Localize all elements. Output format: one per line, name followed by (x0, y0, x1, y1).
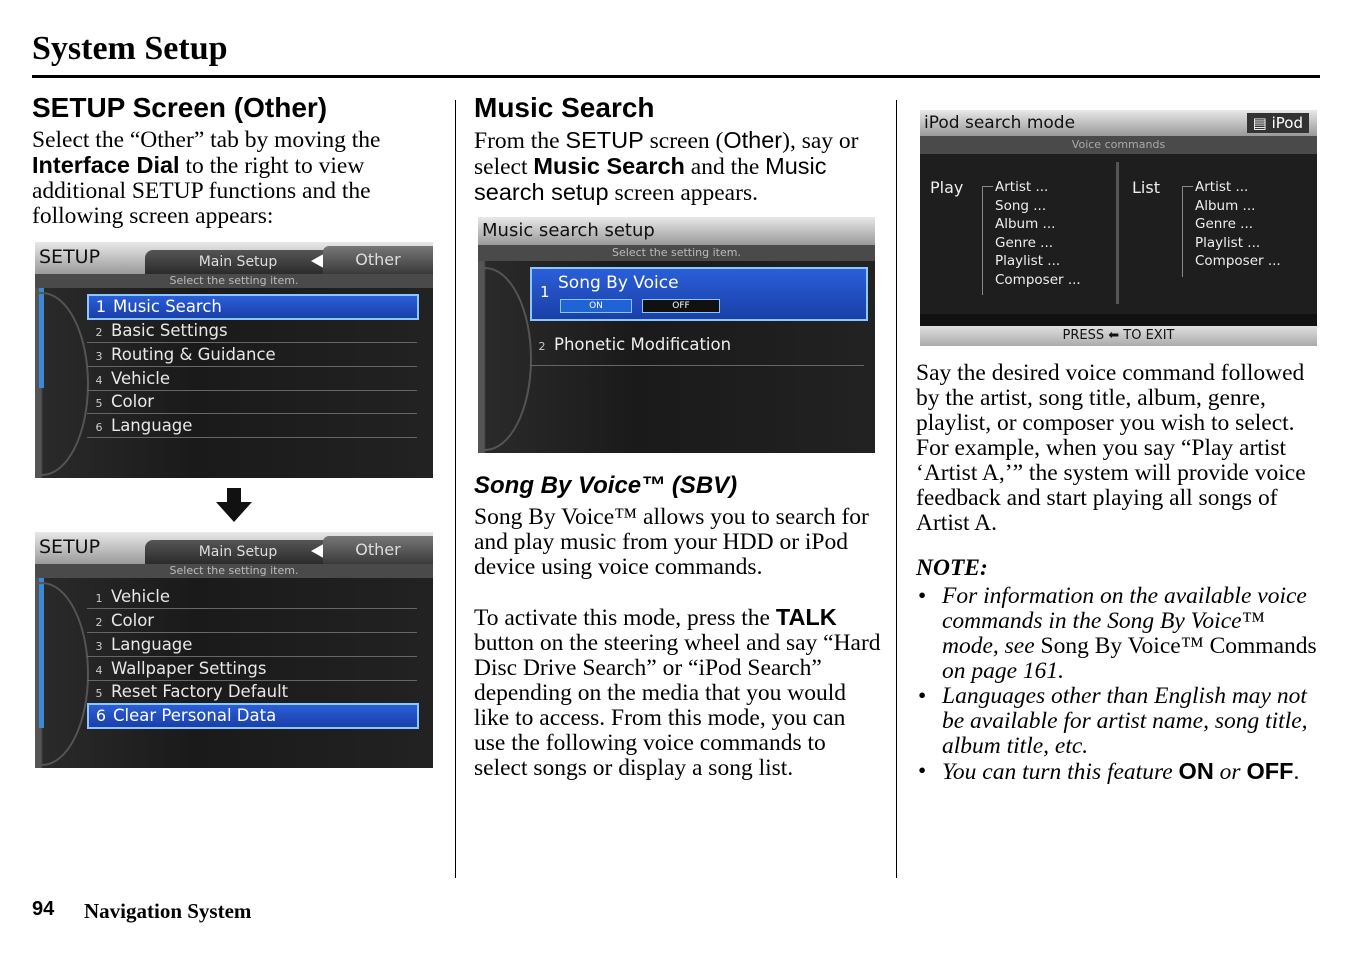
menu-item[interactable]: 2 Color (87, 610, 417, 633)
sbv-paragraph-1: Song By Voice™ allows you to search for and play music from your HDD or iPod device using voice commands. (474, 504, 869, 580)
arrow-down-icon (216, 488, 252, 522)
tab-other[interactable]: Other (323, 536, 433, 564)
ipod-badge: ▤ iPod (1247, 113, 1309, 133)
title-rule (32, 75, 1320, 78)
screen-title: iPod search mode (920, 110, 1317, 136)
column-divider-left (455, 100, 456, 878)
notes-list (916, 584, 1326, 785)
page-title: System Setup (32, 30, 228, 67)
music-search-intro: From the SETUP screen (Other), say or select Music Search and the Music search setup screen appears. (474, 127, 859, 206)
menu-item[interactable]: 5 Reset Factory Default (87, 681, 417, 704)
ipod-search-mode-screen (920, 110, 1317, 346)
list-label: List (1132, 178, 1160, 197)
note-item: • Languages other than English may not be available for artist name, song title, album title, etc. (916, 684, 1326, 759)
interface-dial-term: Interface Dial (32, 152, 180, 178)
left-paragraph: Select the “Other” tab by moving the Interface Dial to the right to view additional SETUP functions and the following screen appears: (32, 127, 381, 229)
song-by-voice-item[interactable]: 1 Song By Voice ON OFF (530, 267, 868, 321)
list-commands: Artist ... Album ... Genre ... Playlist ... Composer ... (1195, 179, 1281, 269)
page-reference: Song By Voice™ Commands (1040, 633, 1317, 659)
menu-item[interactable]: 5 Color (87, 391, 417, 414)
play-commands: Artist ... Song ... Album ... Genre ... Playlist ... Composer ... (995, 179, 1081, 288)
music-search-setup-screen (478, 217, 875, 453)
middle-heading: Music Search (474, 92, 655, 123)
sbv-heading: Song By Voice™ (SBV) (474, 472, 738, 499)
footer-section: Navigation System (84, 899, 252, 923)
menu-item[interactable]: 6 Clear Personal Data (87, 703, 419, 729)
menu-item[interactable]: 1 Vehicle (87, 586, 417, 609)
on-toggle[interactable]: ON (560, 299, 632, 313)
screen-subtitle: Select the setting item. (35, 564, 433, 578)
menu-item[interactable]: 4 Vehicle (87, 368, 417, 391)
menu-item[interactable]: 6 Language (87, 415, 417, 438)
phonetic-modification-item[interactable]: 2 Phonetic Modification (530, 325, 864, 366)
right-paragraph: Say the desired voice command followed by the artist, song title, album, genre, playlist, or composer you wish to select. For example, when you say “Play artist ‘Artist A,’” the system will provide voice feedback and start playing all songs of Artist A. (916, 360, 1306, 536)
off-toggle[interactable]: OFF (642, 299, 720, 313)
left-heading: SETUP Screen (Other) (32, 92, 328, 123)
menu-item[interactable]: 4 Wallpaper Settings (87, 658, 417, 681)
screen-title: Music search setup (478, 217, 875, 245)
tab-main-setup[interactable]: Main Setup (145, 250, 331, 274)
menu-item[interactable]: 1 Music Search (87, 294, 419, 320)
screen-subtitle: Select the setting item. (478, 245, 875, 261)
menu-item[interactable]: 3 Routing & Guidance (87, 344, 417, 367)
note-label: NOTE: (916, 555, 988, 581)
menu-item[interactable]: 3 Language (87, 634, 417, 657)
sbv-paragraph-2: To activate this mode, press the TALK button on the steering wheel and say “Hard Disc Drive Search” or “iPod Search” depending on the media that you would like to access. From this mode, you can use the following voice commands to select songs or display a song list. (474, 604, 881, 781)
menu-item[interactable]: 2 Basic Settings (87, 320, 417, 343)
page-number: 94 (32, 898, 55, 920)
screen-subtitle: Select the setting item. (35, 274, 433, 288)
screen-title: SETUP (39, 246, 101, 268)
screen-title: SETUP (39, 536, 101, 558)
setup-screen-1 (35, 242, 433, 478)
exit-instruction: PRESS ⬅ TO EXIT (920, 326, 1317, 346)
tab-main-setup[interactable]: Main Setup (145, 540, 331, 564)
note-item: • You can turn this feature ON or OFF. (916, 759, 1326, 785)
note-item: • For information on the available voice commands in the Song By Voice™ mode, see Song By Voice™ Commands on page 161. (916, 584, 1326, 684)
setup-screen-2 (35, 532, 433, 768)
talk-term: TALK (775, 604, 837, 630)
column-divider-right (896, 100, 897, 878)
tab-other[interactable]: Other (323, 246, 433, 274)
play-label: Play (930, 178, 964, 197)
back-icon: ⬅ (1108, 328, 1120, 343)
screen-subtitle: Voice commands (920, 136, 1317, 154)
